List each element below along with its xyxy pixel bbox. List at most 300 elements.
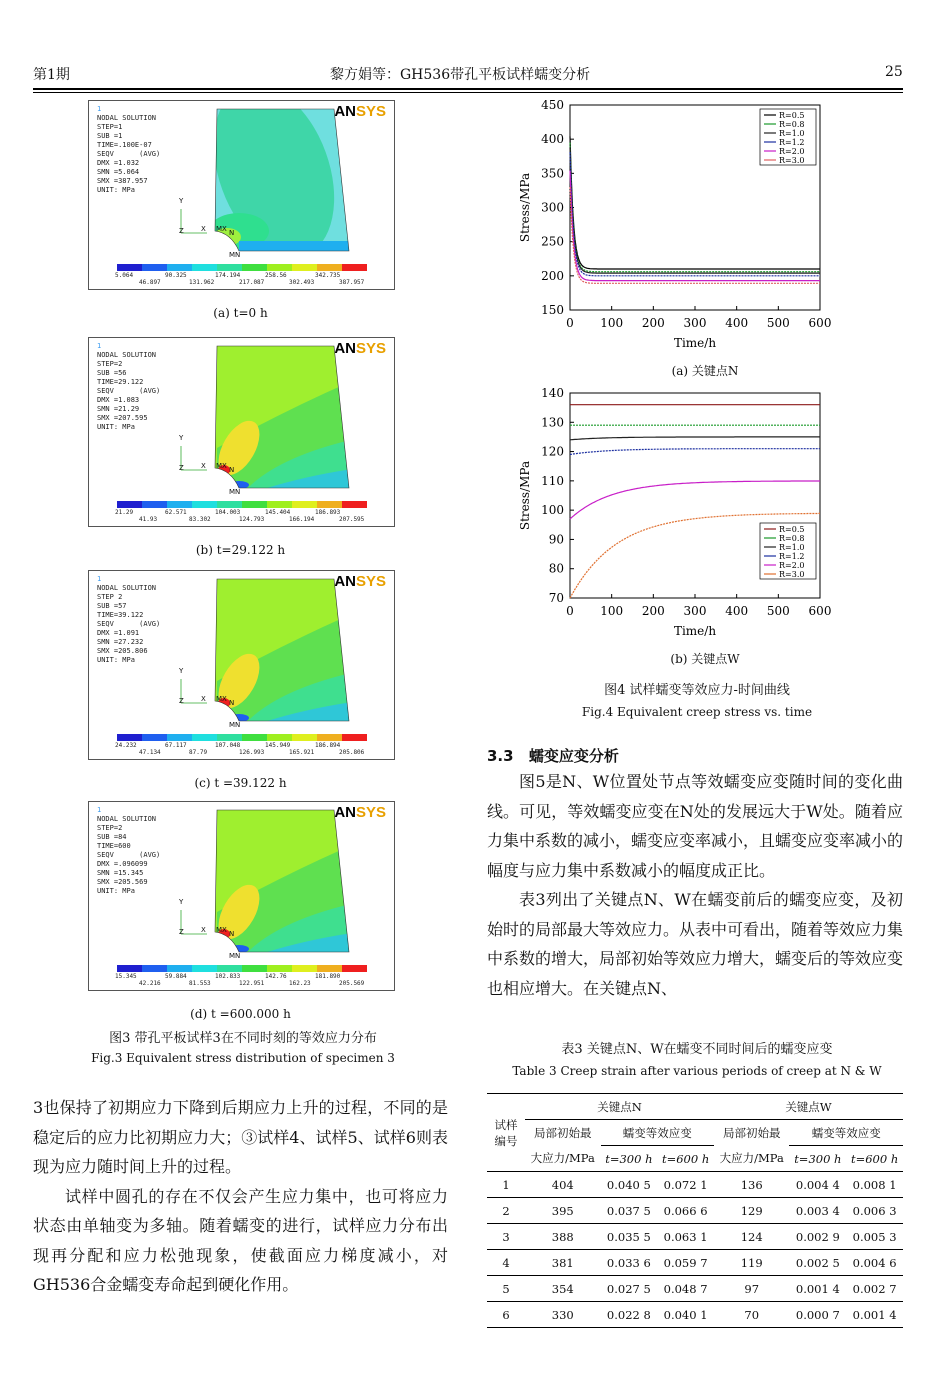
- color-bar-label: 90.325: [165, 272, 187, 279]
- color-bar-label: 46.897: [139, 279, 161, 286]
- table-cell: 0.004 6: [846, 1250, 903, 1276]
- header-page-number: 25: [885, 64, 903, 80]
- table-cell: 0.002 9: [789, 1224, 846, 1250]
- min-node-label: MN: [229, 488, 241, 496]
- color-bar-label: 166.194: [289, 516, 315, 523]
- th-n-strain: 蠕变等效应变: [601, 1120, 714, 1146]
- fea-info-line: UNIT: MPa: [97, 186, 135, 194]
- th-w-t600: t=600 h: [846, 1146, 903, 1172]
- stress-color-bar: [117, 734, 367, 741]
- stress-contour-plot: [89, 802, 394, 990]
- th-n-t300: t=300 h: [601, 1146, 658, 1172]
- color-bar-label: 87.79: [189, 749, 208, 756]
- color-bar-segment: [192, 264, 217, 271]
- fea-info-line: STEP 2: [97, 593, 123, 601]
- fea-info-line: NODAL SOLUTION: [97, 815, 157, 823]
- x-tick-label: 600: [808, 316, 832, 330]
- y-tick-label: 140: [541, 386, 564, 400]
- x-tick-label: 300: [683, 316, 707, 330]
- fea-info-line: SMN =27.232: [97, 638, 144, 646]
- y-tick-label: 450: [541, 98, 564, 112]
- color-bar-segment: [167, 965, 192, 972]
- fig3-panel: [88, 100, 395, 290]
- fea-info-line: UNIT: MPa: [97, 423, 135, 431]
- table-row: [487, 1224, 903, 1250]
- fea-info-line: SMN =21.29: [97, 405, 140, 413]
- x-tick-label: 500: [766, 604, 790, 618]
- fea-info-line: SEQV (AVG): [97, 851, 161, 859]
- table-cell: 404: [525, 1172, 601, 1198]
- table-cell: 2: [487, 1198, 525, 1224]
- y-tick-label: 80: [548, 561, 564, 576]
- max-node-label: MX: [216, 225, 227, 233]
- min-node-label: MN: [229, 721, 241, 729]
- x-tick-label: 0: [566, 604, 574, 618]
- axis-x-label: X: [201, 462, 206, 470]
- y-tick-label: 300: [541, 200, 564, 215]
- color-bar-segment: [317, 734, 342, 741]
- table-cell: 0.001 4: [852, 1307, 897, 1322]
- color-bar-label: 205.806: [339, 749, 365, 756]
- legend-label: R=1.0: [779, 543, 805, 552]
- table-cell: 0.003 4: [789, 1198, 846, 1224]
- table-cell: 0.004 4: [789, 1172, 846, 1198]
- table-cell: 0.002 5: [789, 1250, 846, 1276]
- fig3-subcaption: (b) t=29.122 h: [195, 543, 286, 557]
- color-bar-label: 258.56: [265, 272, 287, 279]
- fea-info-line: SMX =205.569: [97, 878, 148, 886]
- fig3-caption-en: Fig.3 Equivalent stress distribution of specimen 3: [91, 1051, 395, 1065]
- fea-info-line: 1: [97, 342, 102, 350]
- color-bar-segment: [292, 264, 317, 271]
- stress-color-bar: [117, 264, 367, 271]
- table-cell: 395: [525, 1198, 601, 1224]
- color-bar-segment: [267, 734, 292, 741]
- color-bar-label: 107.048: [215, 742, 241, 749]
- y-tick-label: 120: [541, 444, 564, 459]
- th-n-t600: t=600 h: [657, 1146, 714, 1172]
- x-tick-label: 600: [808, 604, 832, 618]
- fea-info-line: STEP=2: [97, 360, 123, 368]
- section-number: 3.3: [487, 747, 514, 765]
- table-cell: 119: [714, 1250, 790, 1276]
- fea-info-line: TIME=.100E-07: [97, 141, 152, 149]
- y-tick-label: 400: [541, 132, 564, 147]
- y-tick-label: 250: [541, 234, 564, 249]
- legend-label: R=0.8: [779, 534, 805, 543]
- color-bar-label: 186.893: [315, 509, 341, 516]
- series-line: [570, 481, 820, 519]
- fea-info-line: UNIT: MPa: [97, 887, 135, 895]
- fea-info-line: SUB =56: [97, 369, 127, 377]
- table-cell: 0.066 6: [657, 1198, 714, 1224]
- stress-color-bar: [117, 501, 367, 508]
- color-bar-label: 302.493: [289, 279, 315, 286]
- th-w-init-stress-1: 局部初始最: [722, 1125, 781, 1140]
- legend-label: R=1.2: [779, 552, 805, 561]
- table-cell: 0.040 1: [663, 1307, 708, 1322]
- axis-z-label: Z: [179, 928, 184, 936]
- table-cell: 136: [714, 1172, 790, 1198]
- axis-y-label: Y: [179, 667, 184, 675]
- th-point-w: 关键点W: [714, 1094, 903, 1120]
- fea-info-line: SEQV (AVG): [97, 150, 161, 158]
- max-node-label: MX: [216, 926, 227, 934]
- legend-label: R=3.0: [779, 570, 805, 579]
- x-tick-label: 400: [725, 316, 749, 330]
- series-line: [570, 147, 820, 273]
- color-bar-segment: [292, 734, 317, 741]
- fig3-subcaption: (d) t =600.000 h: [190, 1007, 291, 1021]
- y-tick-label: 70: [548, 591, 564, 605]
- table-row: [487, 1302, 903, 1328]
- legend-label: R=3.0: [779, 156, 805, 165]
- ansys-logo: ANSYS: [334, 573, 386, 590]
- color-bar-segment: [317, 965, 342, 972]
- min-node-label: MN: [229, 952, 241, 960]
- color-bar-label: 131.962: [189, 279, 215, 286]
- axis-x-label: X: [201, 695, 206, 703]
- node-n-label: N: [229, 930, 235, 938]
- color-bar-segment: [117, 501, 142, 508]
- axis-z-label: Z: [179, 227, 184, 235]
- header-article-title: 黎方娟等：GH536带孔平板试样蠕变分析: [330, 67, 591, 83]
- header-rule: [33, 88, 903, 90]
- y-tick-label: 200: [541, 268, 564, 283]
- color-bar-segment: [142, 264, 167, 271]
- fea-info-line: SMX =205.806: [97, 647, 148, 655]
- section-heading: [487, 745, 619, 766]
- table-cell: 0.063 1: [657, 1224, 714, 1250]
- color-bar-segment: [217, 965, 242, 972]
- fig4a-chart: [505, 95, 840, 357]
- table-cell: 3: [487, 1224, 525, 1250]
- th-w-init-stress-2: 大应力/MPa: [714, 1146, 790, 1172]
- fig4b-caption: (b) 关键点W: [670, 652, 740, 666]
- table-cell: 0.027 5: [601, 1276, 658, 1302]
- color-bar-segment: [167, 264, 192, 271]
- y-axis-label: Stress/MPa: [518, 460, 532, 531]
- ansys-logo: ANSYS: [334, 340, 386, 357]
- color-bar-segment: [217, 734, 242, 741]
- table3-caption-cn: 表3 关键点N、W在蠕变不同时间后的蠕变应变: [561, 1042, 833, 1057]
- th-w-t300: t=300 h: [789, 1146, 846, 1172]
- x-tick-label: 200: [641, 316, 665, 330]
- color-bar-label: 124.793: [239, 516, 265, 523]
- fea-info-line: 1: [97, 575, 102, 583]
- color-bar-segment: [192, 501, 217, 508]
- axis-y-label: Y: [179, 898, 184, 906]
- color-bar-label: 162.23: [289, 980, 311, 987]
- table-cell: 354: [525, 1276, 601, 1302]
- color-bar-label: 59.884: [165, 973, 187, 980]
- color-bar-segment: [242, 965, 267, 972]
- y-tick-label: 350: [541, 166, 564, 181]
- y-tick-label: 90: [548, 532, 564, 547]
- x-tick-label: 200: [641, 604, 665, 618]
- color-bar-label: 83.302: [189, 516, 211, 523]
- node-n-label: N: [229, 466, 235, 474]
- x-tick-label: 0: [566, 316, 574, 330]
- fig4-caption-en: Fig.4 Equivalent creep stress vs. time: [581, 705, 813, 719]
- y-tick-label: 110: [541, 473, 564, 488]
- color-bar-label: 181.890: [315, 973, 341, 980]
- color-bar-label: 387.957: [339, 279, 365, 286]
- color-bar-segment: [292, 965, 317, 972]
- fea-info-line: SUB =1: [97, 132, 123, 140]
- color-bar-label: 342.735: [315, 272, 341, 279]
- color-bar-segment: [267, 965, 292, 972]
- color-bar-label: 5.064: [115, 272, 134, 279]
- x-axis-label: Time/h: [673, 336, 717, 350]
- color-bar-label: 21.29: [115, 509, 134, 516]
- color-bar-label: 174.194: [215, 272, 241, 279]
- fig3-panel: [88, 337, 395, 527]
- color-bar-segment: [117, 264, 142, 271]
- right-paragraph-1: 图5是N、W位置处节点等效蠕变应变随时间的变化曲线。可见，等效蠕变应变在N处的发展远大于W处。随着应力集中系数的减小，蠕变应变率减小，且蠕变应变率减小的幅度与应力集中系数减小的幅度成正比。: [487, 772, 904, 880]
- color-bar-label: 102.833: [215, 973, 241, 980]
- color-bar-segment: [242, 264, 267, 271]
- right-column-text: [487, 767, 903, 1003]
- fea-info-line: SMN =5.064: [97, 168, 140, 176]
- color-bar-segment: [342, 264, 367, 271]
- fea-info-line: NODAL SOLUTION: [97, 351, 157, 359]
- header-rule-thin: [33, 92, 903, 93]
- color-bar-label: 205.569: [339, 980, 365, 987]
- table-cell: 0.040 5: [601, 1172, 658, 1198]
- color-bar-label: 122.951: [239, 980, 265, 987]
- table-cell: 330: [551, 1307, 574, 1322]
- fea-info-line: STEP=2: [97, 824, 123, 832]
- fig3-panel: [88, 801, 395, 991]
- table-cell: 4: [487, 1250, 525, 1276]
- color-bar-label: 145.404: [265, 509, 291, 516]
- fea-info-line: DMX =1.032: [97, 159, 140, 167]
- table-cell: 0.008 1: [846, 1172, 903, 1198]
- th-n-init-stress-1: 局部初始最: [534, 1125, 592, 1140]
- color-bar-label: 186.894: [315, 742, 341, 749]
- table-cell: 0.000 7: [795, 1307, 840, 1322]
- table-cell: 70: [744, 1307, 760, 1322]
- left-paragraph-1: 3也保持了初期应力下降到后期应力上升的过程，不同的是稳定后的应力比初期应力大；③试样4、试样5、试样6则表现为应力随时间上升的过程。: [33, 1098, 448, 1176]
- fea-info-line: UNIT: MPa: [97, 656, 135, 664]
- legend-label: R=1.2: [779, 138, 805, 147]
- left-column-text: [33, 1093, 448, 1300]
- table-cell: 5: [487, 1276, 525, 1302]
- table-cell: 0.035 5: [601, 1224, 658, 1250]
- fea-info-line: NODAL SOLUTION: [97, 584, 157, 592]
- stress-contour-plot: [89, 101, 394, 289]
- table3-caption-en: Table 3 Creep strain after various periods of creep at N & W: [512, 1064, 882, 1078]
- axis-z-label: Z: [179, 697, 184, 705]
- color-bar-segment: [117, 965, 142, 972]
- max-node-label: MX: [216, 462, 227, 470]
- table-cell: 1: [487, 1172, 525, 1198]
- table-cell: 0.005 3: [846, 1224, 903, 1250]
- x-tick-label: 300: [683, 604, 707, 618]
- x-tick-label: 100: [600, 604, 624, 618]
- fea-info-line: SEQV (AVG): [97, 620, 161, 628]
- x-tick-label: 400: [725, 604, 749, 618]
- color-bar-label: 62.571: [165, 509, 187, 516]
- color-bar-segment: [217, 501, 242, 508]
- table-cell: 388: [525, 1224, 601, 1250]
- table-row: [487, 1276, 903, 1302]
- legend-label: R=1.0: [779, 129, 805, 138]
- max-node-label: MX: [216, 695, 227, 703]
- table-row: [487, 1172, 903, 1198]
- color-bar-label: 47.134: [139, 749, 161, 756]
- min-node-label: MN: [229, 251, 241, 259]
- fea-info-line: TIME=39.122: [97, 611, 144, 619]
- color-bar-label: 42.216: [139, 980, 161, 987]
- fig4b-chart: [505, 383, 840, 645]
- color-bar-label: 207.595: [339, 516, 365, 523]
- color-bar-segment: [292, 501, 317, 508]
- section-title: 蠕变应变分析: [528, 747, 619, 765]
- fea-info-line: SEQV (AVG): [97, 387, 161, 395]
- fea-info-line: TIME=29.122: [97, 378, 144, 386]
- color-bar-segment: [167, 501, 192, 508]
- fea-info-line: 1: [97, 806, 102, 814]
- left-paragraph-2: 试样中圆孔的存在不仅会产生应力集中，也可将应力状态由单轴变为多轴。随着蠕变的进行，试样应力分布出现再分配和应力松弛现象，使截面应力梯度减小，对GH536合金蠕变寿命起到硬化作用。: [33, 1186, 448, 1294]
- node-n-label: N: [229, 699, 235, 707]
- series-line: [570, 152, 820, 276]
- color-bar-segment: [167, 734, 192, 741]
- table-cell: 0.033 6: [601, 1250, 658, 1276]
- stress-contour-plot: [89, 338, 394, 526]
- color-bar-segment: [217, 264, 242, 271]
- color-bar-label: 145.949: [265, 742, 291, 749]
- color-bar-label: 81.553: [189, 980, 211, 987]
- table-cell: 97: [714, 1276, 790, 1302]
- x-tick-label: 500: [766, 316, 790, 330]
- table-cell: 0.059 7: [657, 1250, 714, 1276]
- th-w-strain: 蠕变等效应变: [789, 1120, 903, 1146]
- color-bar-segment: [142, 734, 167, 741]
- color-bar-segment: [317, 264, 342, 271]
- color-bar-segment: [192, 965, 217, 972]
- fea-info-line: SUB =57: [97, 602, 127, 610]
- axis-z-label: Z: [179, 464, 184, 472]
- color-bar-label: 24.232: [115, 742, 137, 749]
- fig4a-caption: (a) 关键点N: [671, 364, 739, 378]
- color-bar-label: 217.087: [239, 279, 265, 286]
- color-bar-segment: [317, 501, 342, 508]
- table-cell: 0.022 8: [606, 1307, 651, 1322]
- y-tick-label: 130: [541, 415, 564, 430]
- fig3-subcaption: (a) t=0 h: [213, 306, 268, 320]
- y-tick-label: 150: [541, 303, 564, 317]
- axis-x-label: X: [201, 225, 206, 233]
- color-bar-segment: [342, 501, 367, 508]
- series-line: [570, 449, 820, 455]
- fig4-caption-cn: 图4 试样蠕变等效应力-时间曲线: [604, 683, 790, 698]
- table-cell: 0.002 7: [846, 1276, 903, 1302]
- fea-info-line: NODAL SOLUTION: [97, 114, 157, 122]
- table-cell: 0.072 1: [657, 1172, 714, 1198]
- table-row: [487, 1198, 903, 1224]
- fea-info-line: SMX =387.957: [97, 177, 148, 185]
- legend-label: R=2.0: [779, 561, 805, 570]
- table-cell: 381: [525, 1250, 601, 1276]
- color-bar-label: 165.921: [289, 749, 315, 756]
- table-cell: 124: [714, 1224, 790, 1250]
- axis-y-label: Y: [179, 197, 184, 205]
- fea-info-line: TIME=600: [97, 842, 131, 850]
- color-bar-label: 126.993: [239, 749, 265, 756]
- color-bar-label: 67.117: [165, 742, 187, 749]
- node-n-label: N: [229, 229, 235, 237]
- legend-label: R=0.5: [779, 111, 805, 120]
- color-bar-label: 142.76: [265, 973, 287, 980]
- color-bar-segment: [267, 264, 292, 271]
- color-bar-segment: [117, 734, 142, 741]
- ansys-logo: ANSYS: [334, 103, 386, 120]
- fea-info-line: 1: [97, 105, 102, 113]
- color-bar-label: 15.345: [115, 973, 137, 980]
- color-bar-segment: [242, 501, 267, 508]
- right-paragraph-2: 表3列出了关键点N、W在蠕变前后的蠕变应变，及初始时的局部最大等效应力。从表中可看出，随着等效应力集中系数的增大，局部初始等效应力增大，蠕变后的等效应变也相应增大。在关键点N、: [487, 890, 904, 998]
- series-line: [570, 437, 820, 440]
- axis-y-label: Y: [179, 434, 184, 442]
- color-bar-segment: [242, 734, 267, 741]
- x-tick-label: 100: [600, 316, 624, 330]
- table-row: [487, 1250, 903, 1276]
- fig3-caption-cn: 图3 带孔平板试样3在不同时刻的等效应力分布: [109, 1031, 377, 1046]
- fig3-subcaption: (c) t =39.122 h: [194, 776, 287, 790]
- legend-label: R=0.5: [779, 525, 805, 534]
- fea-info-line: SMX =207.595: [97, 414, 148, 422]
- fea-info-line: STEP=1: [97, 123, 123, 131]
- table-cell: 0.037 5: [601, 1198, 658, 1224]
- fea-info-line: DMX =1.091: [97, 629, 140, 637]
- table-cell: 6: [502, 1307, 510, 1322]
- y-axis-label: Stress/MPa: [518, 172, 532, 243]
- fea-info-line: SMN =15.345: [97, 869, 144, 877]
- x-axis-label: Time/h: [673, 624, 717, 638]
- color-bar-segment: [192, 734, 217, 741]
- table-3: [487, 1093, 903, 1328]
- legend-label: R=0.8: [779, 120, 805, 129]
- color-bar-segment: [342, 965, 367, 972]
- th-point-n: 关键点N: [525, 1094, 714, 1120]
- ansys-logo: ANSYS: [334, 804, 386, 821]
- table-cell: 0.001 4: [789, 1276, 846, 1302]
- fea-info-line: SUB =84: [97, 833, 127, 841]
- table-cell: 129: [714, 1198, 790, 1224]
- color-bar-segment: [342, 734, 367, 741]
- legend-label: R=2.0: [779, 147, 805, 156]
- color-bar-segment: [142, 501, 167, 508]
- stress-contour-plot: [89, 571, 394, 759]
- th-specimen: 试样编号: [487, 1094, 525, 1172]
- y-tick-label: 100: [541, 503, 564, 518]
- series-line: [570, 171, 820, 281]
- axis-x-label: X: [201, 926, 206, 934]
- table-cell: 0.048 7: [657, 1276, 714, 1302]
- fea-info-line: DMX =1.083: [97, 396, 140, 404]
- color-bar-label: 104.003: [215, 509, 241, 516]
- table-cell: 0.006 3: [846, 1198, 903, 1224]
- color-bar-label: 41.93: [139, 516, 158, 523]
- color-bar-segment: [142, 965, 167, 972]
- fea-info-line: DMX =.096099: [97, 860, 148, 868]
- stress-color-bar: [117, 965, 367, 972]
- header-journal-issue: 第1期: [33, 67, 70, 83]
- color-bar-segment: [267, 501, 292, 508]
- th-n-init-stress-2: 大应力/MPa: [525, 1146, 601, 1172]
